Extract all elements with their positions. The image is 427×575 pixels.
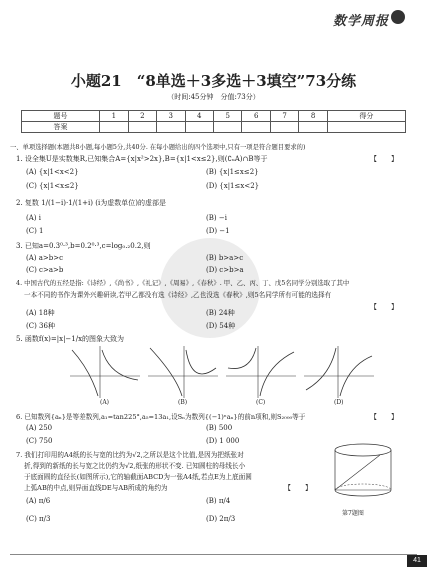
option[interactable]: (D) 54种: [206, 322, 236, 330]
answer-cell[interactable]: [185, 122, 213, 133]
option[interactable]: (A) 250: [26, 424, 53, 432]
table-cell: 5: [213, 111, 241, 122]
option[interactable]: (A) i: [26, 214, 41, 222]
answer-cell[interactable]: [128, 122, 156, 133]
option[interactable]: (A) a>b>c: [26, 254, 64, 262]
option[interactable]: (D) −1: [206, 227, 230, 235]
option[interactable]: (C) c>a>b: [26, 266, 64, 274]
table-cell: 7: [270, 111, 298, 122]
graph-label-c: (C): [256, 399, 266, 406]
table-cell: 8: [299, 111, 327, 122]
question-stem-line: 一本不同的书作为课外兴趣研读,若甲乙都没有选《诗经》,乙也没选《春秋》,则5名同学所有可能的选择有: [24, 291, 332, 299]
option[interactable]: (C) π/3: [26, 515, 51, 523]
table-cell: 得分: [327, 111, 405, 122]
question-stem: 5. 函数f(x)=|x|−1/x的图象大致为: [16, 335, 125, 343]
option[interactable]: (B) 24种: [206, 309, 235, 317]
question-stem: 2. 复数 1/(1−i)·1/(1+i) (i为虚数单位)的虚部是: [16, 199, 166, 207]
graph-label-d: (D): [334, 399, 344, 406]
question-stem: 7. 我们打印用的A4纸的长与宽的比约为√2,之所以是这个比值,是因为把纸张对: [16, 451, 244, 459]
option[interactable]: (A) 18种: [26, 309, 55, 317]
option[interactable]: (C) {x|1<x≤2}: [26, 182, 79, 190]
answer-bracket: 【 】: [370, 303, 398, 311]
question-stem-line: 上弧AB的中点,则异面直线DE与AB所成的角约为: [24, 484, 168, 492]
page-title: 小题21 “8单选＋3多选＋3填空”73分练: [70, 72, 357, 90]
table-cell: 3: [157, 111, 185, 122]
question-stem: 3. 已知a=0.3⁰·³,b=0.2⁰·³,c=log₀.₂0.2,则: [16, 242, 151, 250]
table-cell: 4: [185, 111, 213, 122]
answer-bracket: 【 】: [370, 413, 398, 421]
graph-option-a[interactable]: [70, 346, 140, 398]
score-cell[interactable]: [327, 122, 405, 133]
table-cell: 2: [128, 111, 156, 122]
graph-option-b[interactable]: [148, 346, 218, 398]
table-row: [22, 111, 406, 122]
answer-bracket: 【 】: [370, 155, 398, 163]
option[interactable]: (B) {x|1≤x≤2}: [206, 168, 259, 176]
option[interactable]: (B) −i: [206, 214, 227, 222]
option[interactable]: (D) 2π/3: [206, 515, 236, 523]
answer-cell[interactable]: [242, 122, 270, 133]
answer-table: [21, 110, 406, 133]
answer-cell[interactable]: [299, 122, 327, 133]
option[interactable]: (D) 1 000: [206, 437, 240, 445]
brand-logo-icon: [391, 10, 405, 24]
option[interactable]: (B) 500: [206, 424, 233, 432]
graph-option-c[interactable]: [226, 346, 296, 398]
answer-cell[interactable]: [157, 122, 185, 133]
table-row: [22, 122, 406, 133]
question-stem: 6. 已知数列{aₙ}是等差数列,a₁=tan225°,a₅=13a₁,设Sₙ为数列{(−1)ⁿaₙ}的前n项和,则S₂₀₀₀等于: [16, 413, 306, 421]
option[interactable]: (A) π/6: [26, 497, 51, 505]
graph-option-d[interactable]: [304, 346, 374, 398]
bottom-divider: [10, 554, 417, 555]
table-cell: 题号: [22, 111, 100, 122]
question-stem: 1. 设全集U是实数集R,已知集合A={x|x²>2x},B={x|1<x≤2},则(∁ᵤA)∩B等于: [16, 155, 268, 163]
cylinder-figure: [328, 440, 398, 504]
page-number: 41: [407, 555, 427, 567]
figure-caption: 第7题图: [342, 510, 364, 517]
question-stem: 4. 中国古代的五经是指:《诗经》,《尚书》,《礼记》,《周易》,《春秋》. 甲、乙、丙、丁、戊5名同学分别选取了其中: [16, 279, 350, 287]
question-stem-line: 于底面圆的直径长(如图所示),它的轴截面ABCD为一张A4纸,若点E为上底面圆: [24, 473, 252, 481]
table-cell: 6: [242, 111, 270, 122]
table-cell: 答案: [22, 122, 100, 133]
option[interactable]: (C) 1: [26, 227, 44, 235]
option[interactable]: (A) {x|1<x<2}: [26, 168, 79, 176]
answer-cell[interactable]: [213, 122, 241, 133]
option[interactable]: (C) 750: [26, 437, 53, 445]
answer-cell[interactable]: [100, 122, 128, 133]
option[interactable]: (C) 36种: [26, 322, 55, 330]
table-cell: 1: [100, 111, 128, 122]
option[interactable]: (B) π/4: [206, 497, 231, 505]
option[interactable]: (D) c>b>a: [206, 266, 244, 274]
answer-cell[interactable]: [270, 122, 298, 133]
question-stem-line: 折,得到的新纸的长与宽之比仍约为√2,纸张的形状不变. 已知圆柱的母线长小: [24, 462, 246, 470]
brand-name: 数学周报: [332, 14, 389, 29]
page-subtitle: （时间:45分钟 分值:73分）: [167, 93, 260, 101]
graph-label-b: (B): [178, 399, 188, 406]
answer-bracket: 【 】: [284, 484, 312, 492]
section-heading: 一、单项选择题(本题共8小题,每小题5分,共40分. 在每小题给出的四个选项中,只有一项是符合题目要求的): [10, 144, 306, 151]
option[interactable]: (D) {x|1≤x<2}: [206, 182, 260, 190]
option[interactable]: (B) b>a>c: [206, 254, 244, 262]
graph-label-a: (A): [100, 399, 110, 406]
